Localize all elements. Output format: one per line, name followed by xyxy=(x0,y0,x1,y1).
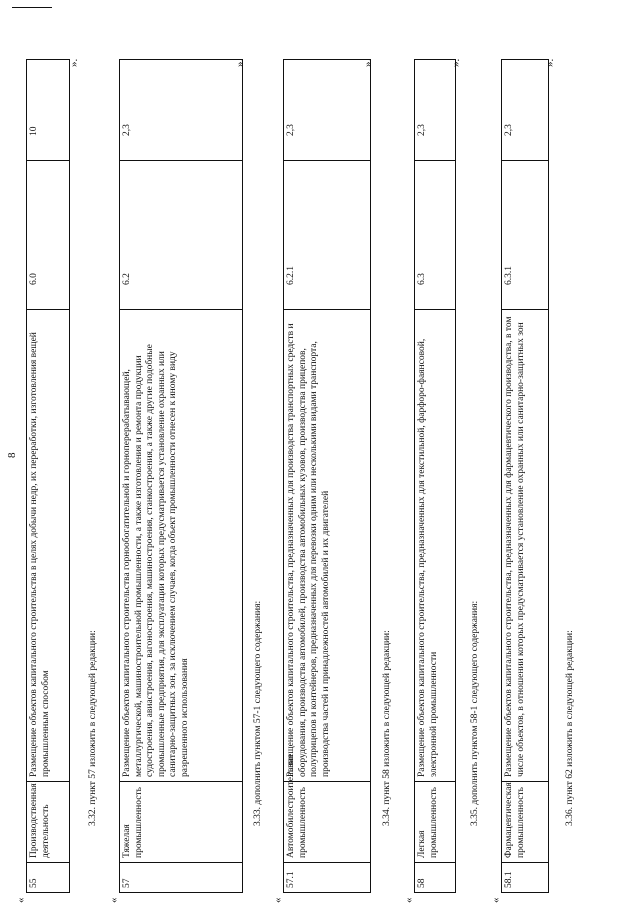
row-value: 2,3 xyxy=(502,60,549,161)
table-row-57-1 xyxy=(283,59,371,893)
row-number: 57 xyxy=(120,863,243,893)
note-3-35: 3.35. дополнить пунктом 58-1 следующего содержания: xyxy=(470,600,480,826)
row-name: Легкая промышленность xyxy=(415,782,456,863)
row-code: 6.2 xyxy=(120,161,243,310)
row-description: Размещение объектов капитального строительства в целях добычи недр, их переработки, изготовления вещей промышленным способом xyxy=(27,310,70,782)
row-value: 2,3 xyxy=(120,60,243,161)
table-row-57 xyxy=(119,59,243,893)
row-description: Размещение объектов капитального строительства, предназначенных для производства транспортных средств и оборудования, производства автомобилей, производства автомобильных кузовов, производства прицепов, полуприцепов и контейнеров, предназначенных для перевозки одним или несколькими видами транспорта, производства частей и принадлежностей автомобилей и их двигателей xyxy=(284,310,371,782)
quote-close: ». xyxy=(450,58,462,67)
quote-close: ». xyxy=(362,58,374,67)
note-3-34: 3.34. пункт 58 изложить в следующей редакции: xyxy=(382,630,392,826)
row-name: Производственная деятельность xyxy=(27,782,70,863)
row-value: 2,3 xyxy=(284,60,371,161)
row-code: 6.0 xyxy=(27,161,70,310)
row-description: Размещение объектов капитального строительства горнообогатительной и горноперерабатывающей, металлургической, машиностроительной промышленности, а также изготовления и ремонта продукции судостроения, авиастроения, вагоностроения, машиностроения, станкостроения, а также другие подобные промышленные предприятия, для эксплуатации которых предусматривается установление охранных или санитарно-защитных зон, за исключением случаев, когда объект промышленности отнесен к иному виду разрешенного использования xyxy=(120,310,243,782)
quote-close: ». xyxy=(234,58,246,67)
row-description: Размещение объектов капитального строительства, предназначенных для фармацевтического производства, в том числе объектов, в отношении которых предусматривается установление охранных или санитарно-защитных зон xyxy=(502,310,549,782)
quote-open: « xyxy=(403,897,415,903)
row-code: 6.3 xyxy=(415,161,456,310)
note-3-33: 3.33. дополнить пунктом 57-1 следующего содержания: xyxy=(253,600,263,826)
row-number: 58 xyxy=(415,863,456,893)
quote-open: « xyxy=(15,897,27,903)
note-3-36: 3.36. пункт 62 изложить в следующей редакции: xyxy=(565,630,575,826)
quote-open: « xyxy=(108,897,120,903)
table-row-58-1 xyxy=(501,59,549,893)
row-value: 10 xyxy=(27,60,70,161)
row-number: 55 xyxy=(27,863,70,893)
note-3-32: 3.32. пункт 57 изложить в следующей редакции: xyxy=(88,630,98,826)
page-number: 8 xyxy=(6,452,18,458)
quote-open: « xyxy=(272,897,284,903)
row-description: Размещение объектов капитального строительства, предназначенных для текстильной, фарфоро-фаянсовой, электронной промышленности xyxy=(415,310,456,782)
quote-open: « xyxy=(490,897,502,903)
row-code: 6.2.1 xyxy=(284,161,371,310)
table-row-58 xyxy=(414,59,456,893)
row-code: 6.3.1 xyxy=(502,161,549,310)
quote-close: ». xyxy=(544,58,556,67)
row-value: 2,3 xyxy=(415,60,456,161)
quote-close: ». xyxy=(68,58,80,67)
row-number: 58.1 xyxy=(502,863,549,893)
row-name: Тяжелая промышленность xyxy=(120,782,243,863)
table-row-55 xyxy=(26,59,70,893)
row-number: 57.1 xyxy=(284,863,371,893)
row-name: Фармацевтическая промышленность xyxy=(502,782,549,863)
row-name: Автомобилестроительная промышленность xyxy=(284,782,371,863)
